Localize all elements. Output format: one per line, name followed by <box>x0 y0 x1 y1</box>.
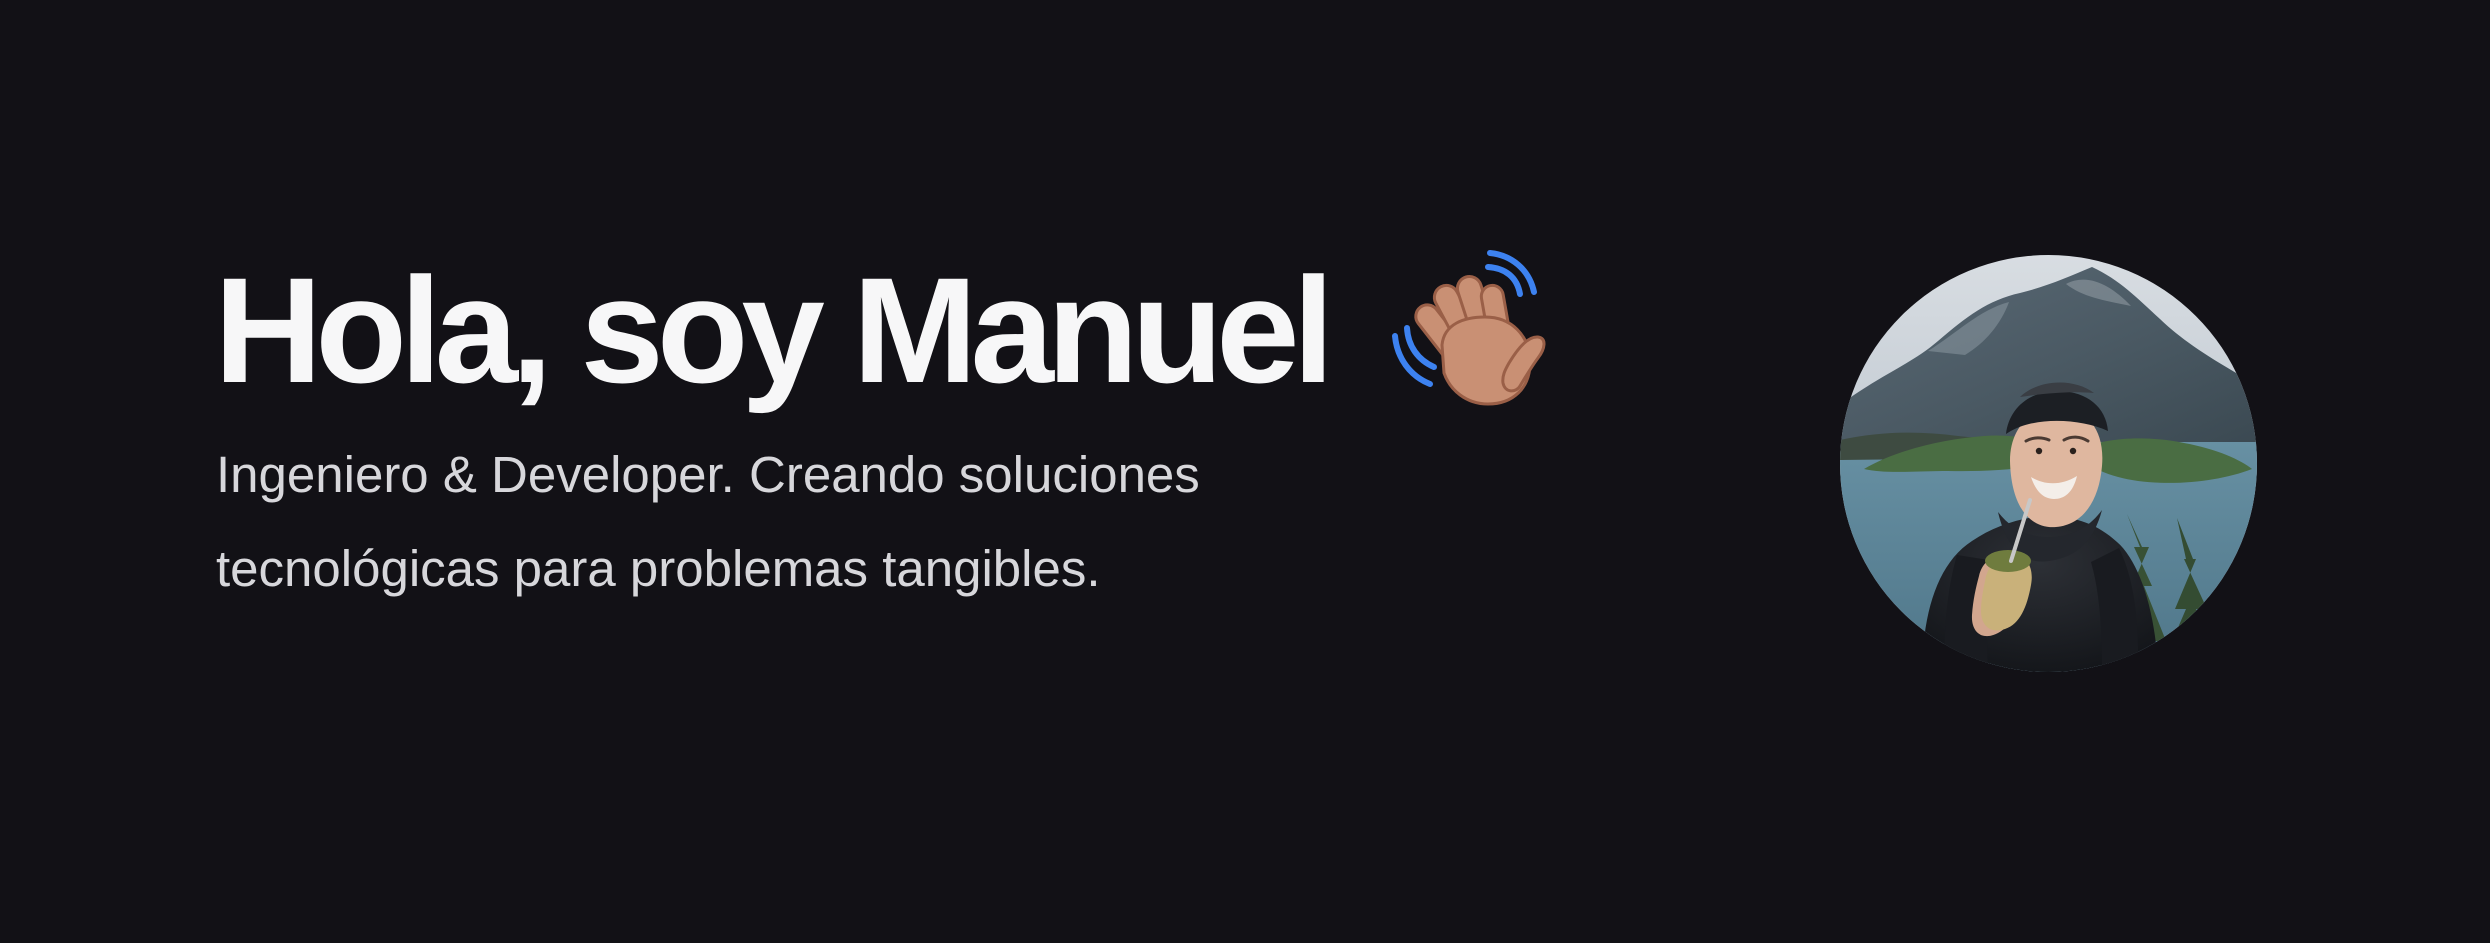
subtitle-line-1: Ingeniero & Developer. Creando soluciones <box>216 446 1200 503</box>
hero-section <box>214 246 1714 616</box>
waving-hand-icon <box>1387 245 1557 415</box>
headline-row <box>214 246 1714 414</box>
avatar <box>1840 255 2257 672</box>
hero-subtitle <box>216 428 1536 616</box>
profile-photo <box>1840 255 2257 672</box>
page-title: Hola, soy Manuel <box>214 246 1328 414</box>
subtitle-line-2: tecnológicas para problemas tangibles. <box>216 540 1101 597</box>
